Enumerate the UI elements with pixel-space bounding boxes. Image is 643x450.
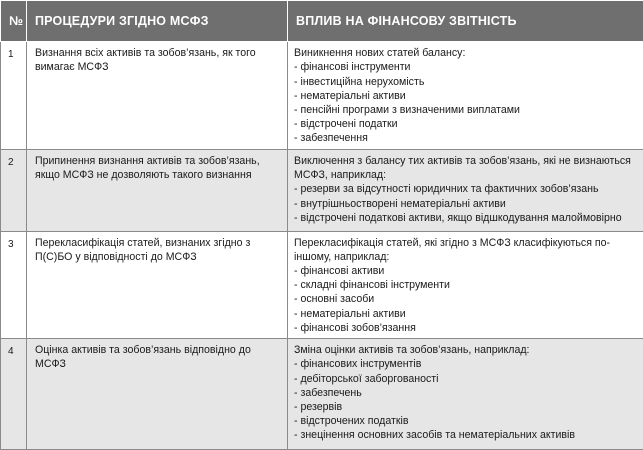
header-procedures: ПРОЦЕДУРИ ЗГІДНО МСФЗ — [27, 1, 288, 42]
effect-item: - відстрочені податкові активи, якщо відшкодування малоймовірно — [294, 211, 622, 224]
effect-item: - складні фінансові інструменти — [294, 279, 450, 292]
table-row — [1, 339, 643, 450]
header-number: № — [1, 1, 27, 42]
row-procedure: Перекласифікація статей, визнаних згідно з П(С)БО у відповідності до МСФЗ — [27, 231, 288, 339]
effect-item: - внутрішньостворені нематеріальні активи — [294, 197, 506, 210]
effect-item: - резерви за відсутності юридичних та фактичних зобов’язань — [294, 183, 599, 196]
row-number: 3 — [1, 231, 27, 339]
effect-item: - пенсійні програми з визначеними виплатами — [294, 104, 520, 117]
effect-item: - фінансові інструменти — [294, 61, 411, 74]
effect-item: - відстрочених податків — [294, 415, 409, 428]
effect-intro: Виключення з балансу тих активів та зобов’язань, які не визнаються МСФЗ, наприклад: — [294, 154, 631, 182]
effect-intro: Виникнення нових статей балансу: — [294, 47, 466, 60]
effect-item: - резервів — [294, 401, 343, 414]
row-procedure: Визнання всіх активів та зобов’язань, як того вимагає МСФЗ — [27, 42, 288, 150]
table-row — [1, 231, 643, 339]
row-effect — [288, 149, 643, 231]
effect-intro: Зміна оцінки активів та зобов’язань, наприклад: — [294, 344, 530, 357]
table-row — [1, 42, 643, 150]
effect-item: - фінансові зобов’язання — [294, 321, 416, 334]
row-procedure: Припинення визнання активів та зобов’язань, якщо МСФЗ не дозволяють такого визнання — [27, 149, 288, 231]
effect-item: - інвестиційна нерухомість — [294, 75, 425, 88]
effect-item: - нематеріальні активи — [294, 89, 406, 102]
row-effect — [288, 339, 643, 450]
table-row — [1, 149, 643, 231]
effect-item: - відстрочені податки — [294, 118, 398, 131]
effect-intro: Перекласифікація статей, які згідно з МСФЗ класифікуються по-іншому, наприклад: — [294, 236, 611, 263]
effect-item: - забезпечення — [294, 132, 368, 145]
header-effect: ВПЛИВ НА ФІНАНСОВУ ЗВІТНІСТЬ — [288, 1, 643, 42]
row-procedure: Оцінка активів та зобов’язань відповідно до МСФЗ — [27, 339, 288, 450]
effect-item: - нематеріальні активи — [294, 307, 406, 320]
row-number: 1 — [1, 42, 27, 150]
effect-item: - основні засоби — [294, 293, 375, 306]
effect-item: - знецінення основних засобів та нематеріальних активів — [294, 429, 575, 442]
effect-item: - забезпечень — [294, 386, 362, 399]
table-header-row — [1, 1, 643, 42]
effect-item: - дебіторської заборгованості — [294, 372, 439, 385]
row-number: 4 — [1, 339, 27, 450]
row-effect — [288, 42, 643, 150]
row-number: 2 — [1, 149, 27, 231]
row-effect — [288, 231, 643, 339]
effect-item: - фінансових інструментів — [294, 358, 422, 371]
effect-item: - фінансові активи — [294, 264, 385, 277]
